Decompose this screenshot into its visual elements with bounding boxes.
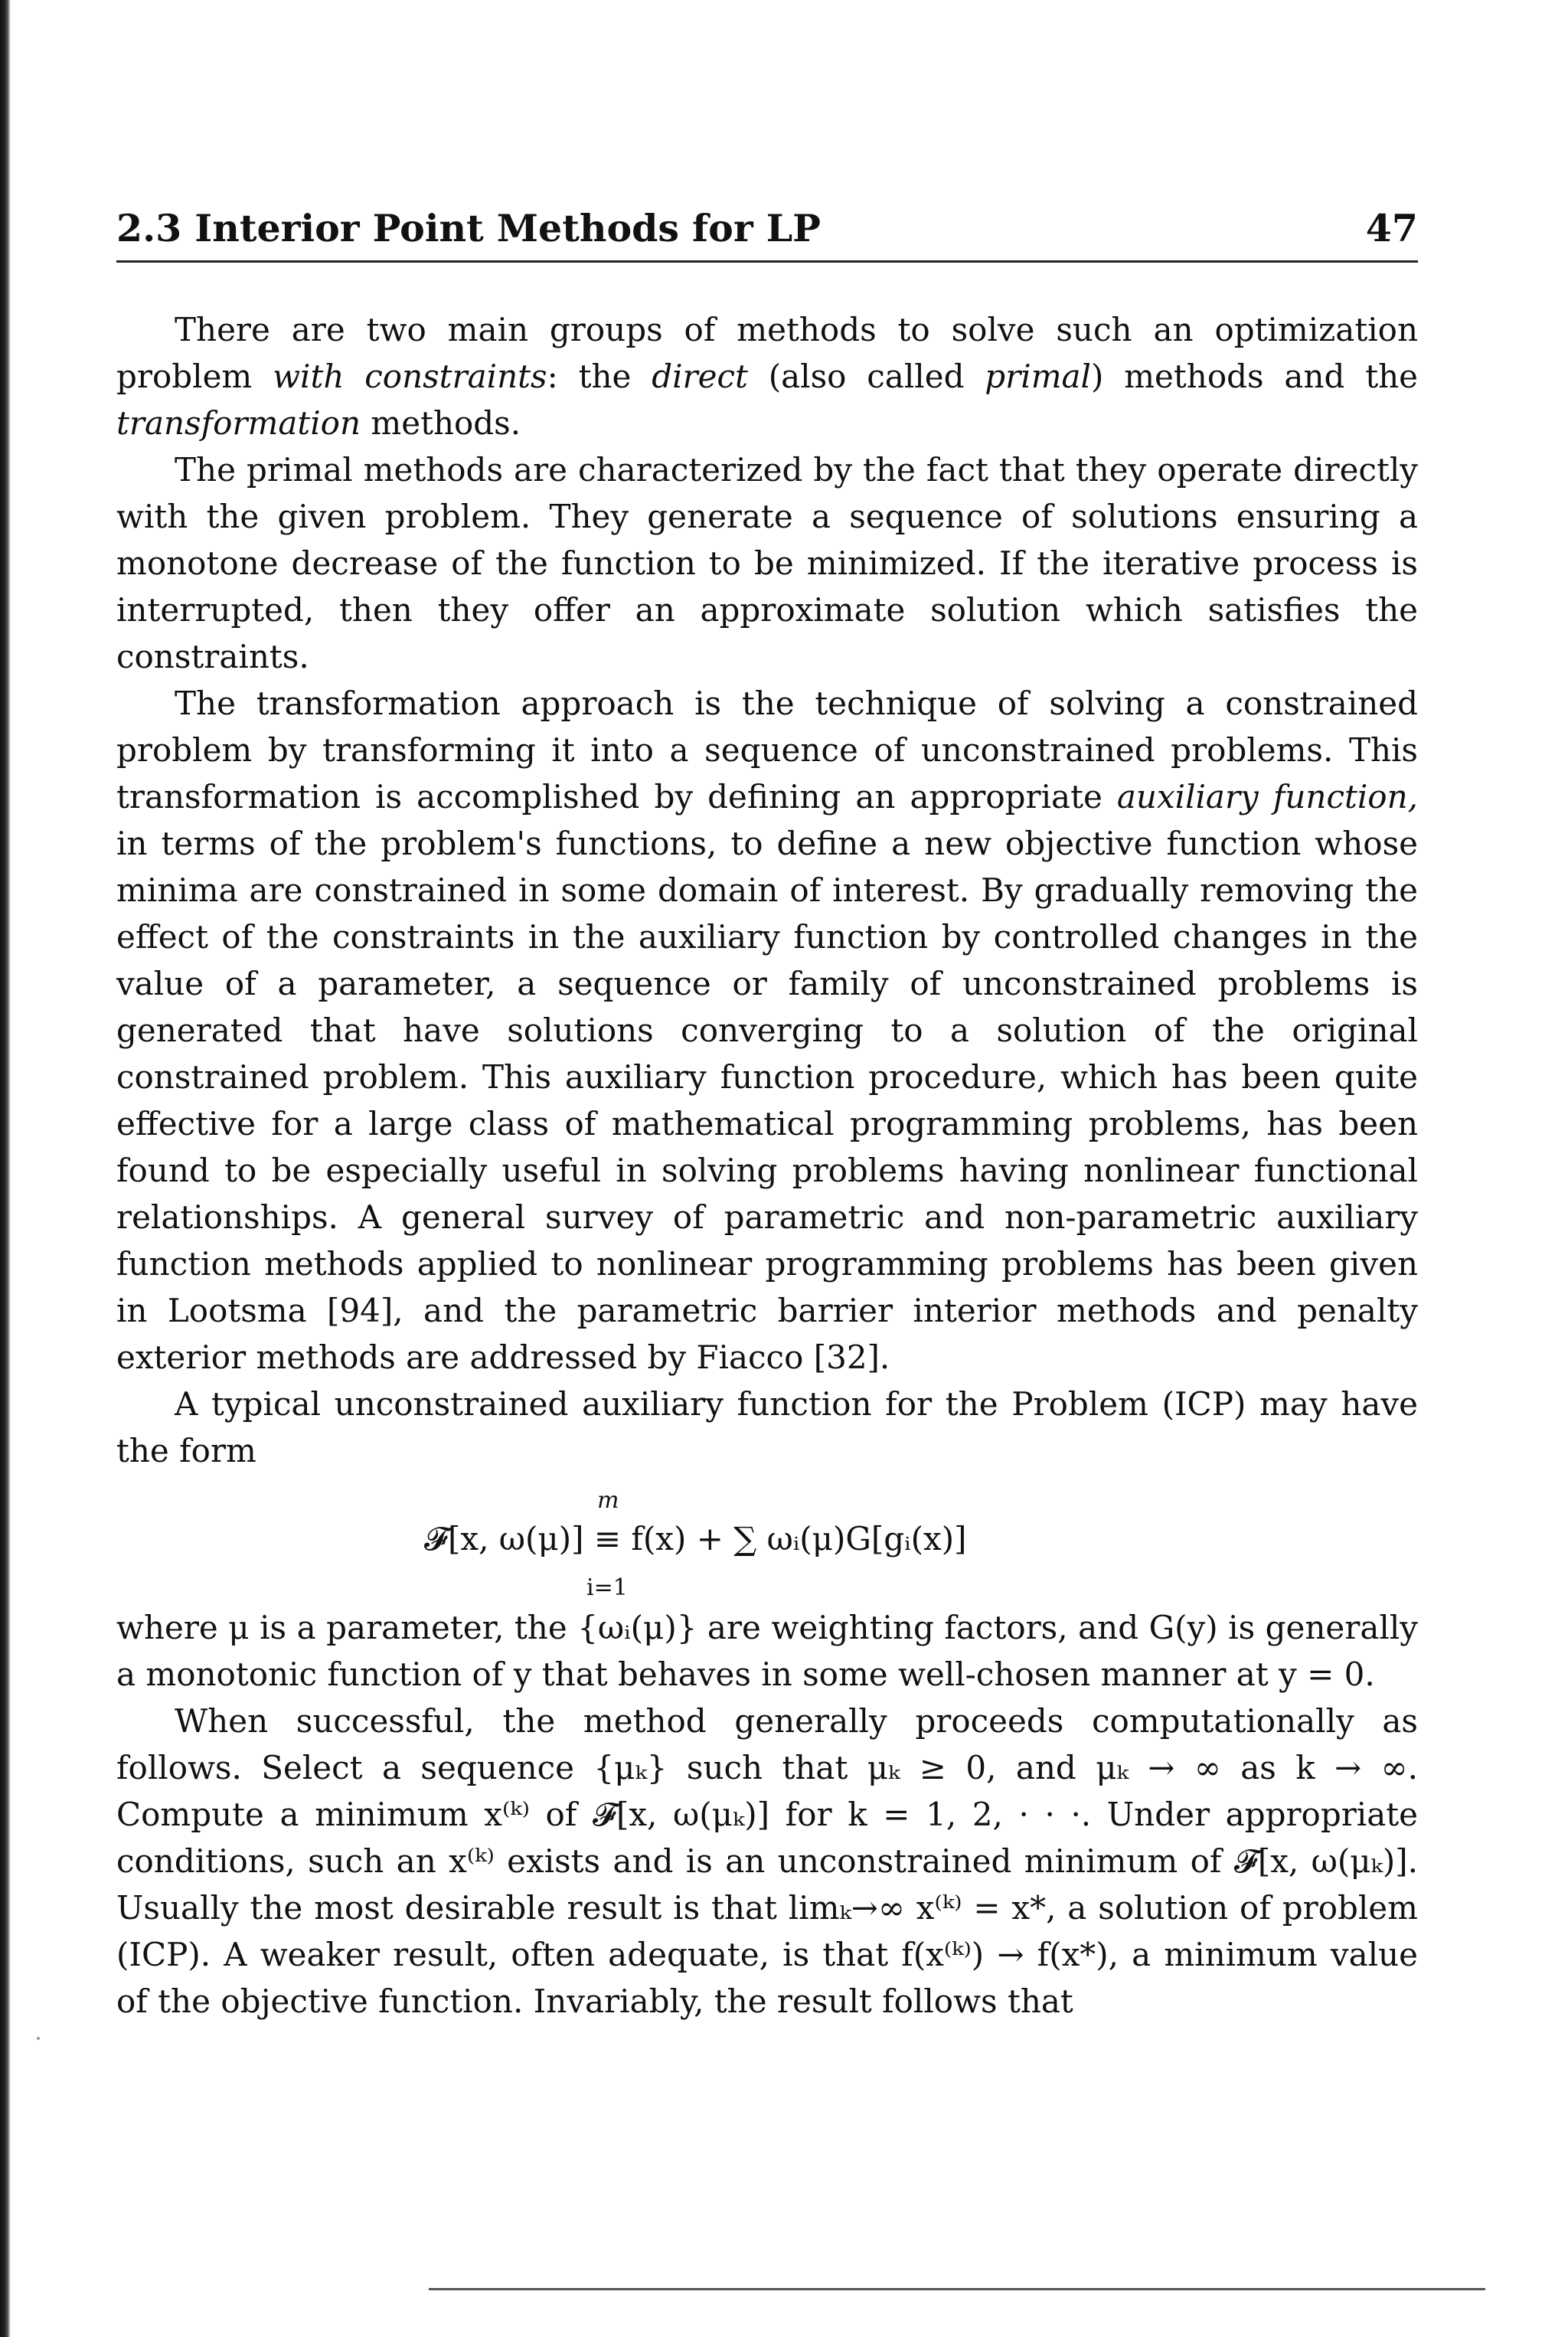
display-equation [116, 1474, 1418, 1604]
paragraph-2: The primal methods are characterized by the fact that they operate directly with the given problem. They generate a sequence of solutions ensuring a monotone decrease of the function to be minimized. If the iterative process is interrupted, then they offer an approximate solution which satisfies the constraints. [116, 451, 1418, 675]
section-title: 2.3 Interior Point Methods for LP [116, 206, 821, 250]
emphasis-direct: direct [652, 358, 748, 395]
paragraph-1 [116, 306, 1418, 446]
running-header [116, 205, 1418, 251]
text-run: (also called [747, 358, 985, 395]
page-body [116, 306, 1418, 2025]
footer-rule [429, 2288, 1485, 2290]
scan-edge [0, 0, 11, 2337]
sum-lower-limit: i=1 [586, 1574, 628, 1601]
scan-speck [37, 2037, 40, 2040]
text-run: There are two main groups of methods to solve such an optimization problem [116, 311, 1418, 395]
emphasis-primal: primal [985, 358, 1091, 395]
text-run: : the [547, 358, 652, 395]
emphasis-with-constraints: with constraints [273, 358, 547, 395]
emphasis-transformation: transformation [116, 404, 361, 442]
text-run: in terms of the problem's functions, to define a new objective function whose minima are constrained in some domain of interest. By gradually removing the effect of the constraints in the auxiliary function by controlled changes in the value of a parameter, a sequence or family of unconstrained problems is generated that have solutions converging to a solution of the original constrained problem. This auxiliary function procedure, which has been quite effective for a large class of mathematical programming problems, has been found to be especially useful in solving problems having nonlinear functional relationships. A general survey of parametric and non-parametric auxiliary function methods applied to nonlinear programming problems has been given in Lootsma [94], and the parametric barrier interior methods and penalty exterior methods are addressed by Fiacco [32]. [116, 825, 1418, 1376]
paragraph-5: where μ is a parameter, the {ωᵢ(μ)} are weighting factors, and G(y) is generally a monotonic function of y that behaves in some well-chosen manner at y = 0. [116, 1609, 1418, 1693]
header-rule [116, 260, 1418, 263]
text-run: methods. [361, 404, 521, 442]
sum-upper-limit: m [597, 1487, 619, 1514]
text-run: The transformation approach is the technique of solving a constrained problem by transforming it into a sequence of unconstrained problems. This transformation is accomplished by defining an appropriate [116, 685, 1418, 815]
page-number: 47 [1365, 206, 1418, 250]
text-run: ) methods and the [1091, 358, 1419, 395]
emphasis-auxiliary-function: auxiliary function, [1116, 778, 1418, 815]
paragraph-6: When successful, the method generally proceeds computationally as follows. Select a sequence {μₖ} such that μₖ ≥ 0, and μₖ → ∞ as k → ∞. Compute a minimum x⁽ᵏ⁾ of 𝓕[x, ω(μₖ)] for k = 1, 2, · · ·. Under appropriate conditions, such an x⁽ᵏ⁾ exists and is an unconstrained minimum of 𝓕[x, ω(μₖ)]. Usually the most desirable result is that limₖ→∞ x⁽ᵏ⁾ = x*, a solution of problem (ICP). A weaker result, often adequate, is that f(x⁽ᵏ⁾) → f(x*), a minimum value of the objective function. Invariably, the result follows that [116, 1702, 1418, 2020]
paragraph-3 [116, 680, 1418, 1381]
paragraph-4: A typical unconstrained auxiliary function for the Problem (ICP) may have the form [116, 1385, 1418, 1469]
equation-main: 𝓕[x, ω(μ)] ≡ f(x) + ∑ ωᵢ(μ)G[gᵢ(x)] [424, 1520, 967, 1557]
